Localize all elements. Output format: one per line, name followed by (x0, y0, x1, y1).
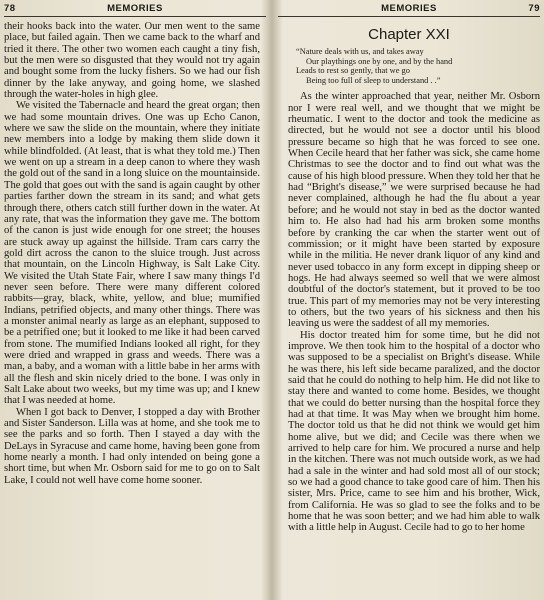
left-page (0, 0, 270, 600)
right-running-head (278, 2, 540, 17)
left-paragraph-3: When I got back to Denver, I stopped a day with Brother and Sister Sanderson. Lilla was at home, and she took me to see the parks and so forth. Then I stayed a day with the DeLays in Syracuse and came home, having been gone from home nearly a month. I had only intended on being gone a short time, but when Mr. Osborn said for me to go on to Salt Lake, I could not well have come home sooner. (4, 406, 260, 486)
left-paragraph-2: We visited the Tabernacle and heard the great organ; then we had some mountain drives. One was up Echo Canon, where we saw the slide on the mountain, where they initiate new members into a lodge by making them slide down it while blindfolded. (At least, that is what they told me.) Then we went on up a stream in a deep canon to where they wash the gold out of the sand in a long sluice on the mountainside. The gold that goes out with the sand is again caught by other parties farther down the stream in its sand; and what gets through there, others catch still further down in the water. At any rate, that was the information they gave me. The bottom of the canon is just wide enough for one street; the houses are stuck away up against the hillside. Tram cars carry the gold dirt across the canon to the sluice trough. Just across that mountain, on the Lincoln Highway, is Salt Lake City. We visited the Utah State Fair, where I saw many things I'd never seen before. There were many different colored rabbits—gray, black, white, yellow, and blue; mumified Indians, petrified objects, and many other things. There was a monster animal nearly as large as an elephant, supposed to be a petrified one; but it looked to me like it had been carved from stone. The mumified Indians looked all right, for they were dried and wrapped in grass and weeds. There was a man, a baby, and a woman with a little babe in her arms with all the flesh and skin nicely dried to the bone. I was only in Salt Lake about two weeks, but my time was up; and I knew that I was needed at home. (4, 100, 260, 407)
chapter-title: Chapter XXI (368, 26, 450, 43)
epigraph-line-1: “Nature deals with us, and takes away (296, 47, 424, 56)
right-paragraph-1: As the winter approached that year, neither Mr. Osborn nor I were real well, and we thought that we might be rheumatic. I went to the doctor and took the medicine as directed, but he would not see a doctor until his blood pressure became so high that he was forced to see one. When Cecile heard that her father was sick, she came home Christmas to see the doctor and to find out what was the cause of his high blood pressure. When they told her that he had “Bright's disease,” we were surprised because he had never complained, although he had the flu about a year before; and he would not stay in bed as the doctor wanted him to. He also had had his arm broken some months before by cranking the car when the starter went out of commission; or it might have been started by exposure while in the militia. He never drank liquor of any kind and never used tobacco in any form except in dipping sheep or hogs. He had always seemed so well that we were almost doubtful of the doctor's statement, but it proved to be too true. This part of my memories may not be very interesting to others, but the two years of his sickness and then his leaving us were the saddest of all my memories. (288, 91, 540, 330)
epigraph-line-3: Leads to rest so gently, that we go (296, 66, 410, 76)
right-page-number: 79 (528, 3, 540, 14)
left-paragraph-1: their hooks back into the water. Our men went to the same place, but failed again. Then we came back to the wharf and tried it there. The other two women each caught a tiny fish, but the men were so disgusted that they would not try again and bought some from the lucky fishers. So we had our fish dinner by the lake anyway, and going home, we slashed through the water-holes in high glee. (4, 21, 260, 101)
left-running-head (4, 2, 266, 17)
left-running-title: MEMORIES (107, 3, 163, 14)
left-page-number: 78 (4, 3, 16, 14)
left-page-text (4, 21, 260, 486)
right-page (274, 0, 544, 600)
epigraph-line-4: Being too full of sleep to understand . .” (306, 75, 441, 85)
epigraph (296, 47, 536, 85)
epigraph-line-2: Our playthings one by one, and by the hand (306, 56, 453, 66)
right-paragraph-2: His doctor treated him for some time, but he did not improve. We then took him to the hospital of a doctor who was supposed to be a specialist on Bright's disease. While he was there, his left side became paralized, and the doctor said that he could do nothing to help him. He did not like to stay there and wanted to come home. Besides, we thought that we could do better nursing than the hospital force they had at that time. It was May when we brought him home. The doctor told us that he did not think we would get him home alive, but we did; and Cecile was there when we arrived to help care for him. We procured a nurse and help in the kitchen. There was not much outside work, as we had had a sale in the winter and had sold most all of our stock; so we had a good chance to take good care of him. Then his sister, Mrs. Price, came to see him and his brother, Wick, from California. He was so glad to see the folks and to be home that he was soon better; and we had him able to walk with a little help in August. Cecile had to go to her home (288, 329, 540, 534)
right-running-title: MEMORIES (381, 3, 437, 14)
right-page-text (288, 91, 540, 533)
